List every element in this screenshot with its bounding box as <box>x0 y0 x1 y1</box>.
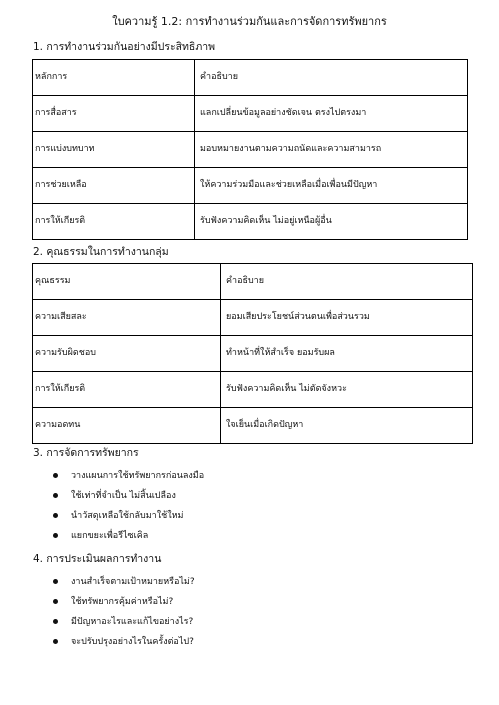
table-cell: การสื่อสาร <box>33 96 195 132</box>
bullet-icon <box>53 599 58 604</box>
section-4-heading: 4. การประเมินผลการทำงาน <box>33 553 162 565</box>
table-cell: ยอมเสียประโยชน์ส่วนตนเพื่อส่วนรวม <box>221 300 473 336</box>
bullet-icon <box>53 493 58 498</box>
table-header-cell: คำอธิบาย <box>221 264 473 300</box>
table-cell: การช่วยเหลือ <box>33 168 195 204</box>
table-cell: รับฟังความคิดเห็น ไม่ตัดจังหวะ <box>221 372 473 408</box>
table-cell: การแบ่งบทบาท <box>33 132 195 168</box>
table-cell: รับฟังความคิดเห็น ไม่อยู่เหนือผู้อื่น <box>195 204 468 240</box>
bullet-icon <box>53 619 58 624</box>
table-header-row <box>33 60 468 96</box>
virtues-table <box>32 263 473 444</box>
list-item-text: นำวัสดุเหลือใช้กลับมาใช้ใหม่ <box>71 511 184 521</box>
bullet-icon <box>53 513 58 518</box>
table-cell: การให้เกียรติ <box>33 372 221 408</box>
list-item-text: ใช้ทรัพยากรคุ้มค่าหรือไม่? <box>71 597 174 607</box>
table-cell: การให้เกียรติ <box>33 204 195 240</box>
section-2-heading: 2. คุณธรรมในการทำงานกลุ่ม <box>33 246 169 258</box>
table-header-cell: คุณธรรม <box>33 264 221 300</box>
principles-table <box>32 59 468 240</box>
table-header-row <box>33 264 473 300</box>
list-item-text: แยกขยะเพื่อรีไซเคิล <box>71 531 149 541</box>
table-row <box>33 372 473 408</box>
table-header-cell: หลักการ <box>33 60 195 96</box>
list-item-text: งานสำเร็จตามเป้าหมายหรือไม่? <box>71 577 195 587</box>
list-item-text: ใช้เท่าที่จำเป็น ไม่สิ้นเปลือง <box>71 491 176 501</box>
bullet-icon <box>53 639 58 644</box>
table-row <box>33 96 468 132</box>
list-item-text: มีปัญหาอะไรและแก้ไขอย่างไร? <box>71 617 194 627</box>
table-cell: ความอดทน <box>33 408 221 444</box>
list-item-text: วางแผนการใช้ทรัพยากรก่อนลงมือ <box>71 471 205 481</box>
table-row <box>33 168 468 204</box>
table-cell: ความเสียสละ <box>33 300 221 336</box>
bullet-icon <box>53 579 58 584</box>
table-row <box>33 408 473 444</box>
table-row <box>33 204 468 240</box>
table-header-cell: คำอธิบาย <box>195 60 468 96</box>
table-cell: ทำหน้าที่ให้สำเร็จ ยอมรับผล <box>221 336 473 372</box>
bullet-icon <box>53 533 58 538</box>
section-1-heading: 1. การทำงานร่วมกันอย่างมีประสิทธิภาพ <box>33 41 216 53</box>
table-cell: ใจเย็นเมื่อเกิดปัญหา <box>221 408 473 444</box>
table-row <box>33 336 473 372</box>
table-row <box>33 300 473 336</box>
table-row <box>33 132 468 168</box>
table-cell: ความรับผิดชอบ <box>33 336 221 372</box>
table-cell: ให้ความร่วมมือและช่วยเหลือเมื่อเพื่อนมีปัญหา <box>195 168 468 204</box>
document-title: ใบความรู้ 1.2: การทำงานร่วมกันและการจัดการทรัพยากร <box>112 15 387 28</box>
list-item-text: จะปรับปรุงอย่างไรในครั้งต่อไป? <box>71 637 194 647</box>
section-3-heading: 3. การจัดการทรัพยากร <box>33 447 139 459</box>
table-cell: แลกเปลี่ยนข้อมูลอย่างชัดเจน ตรงไปตรงมา <box>195 96 468 132</box>
bullet-icon <box>53 473 58 478</box>
table-cell: มอบหมายงานตามความถนัดและความสามารถ <box>195 132 468 168</box>
